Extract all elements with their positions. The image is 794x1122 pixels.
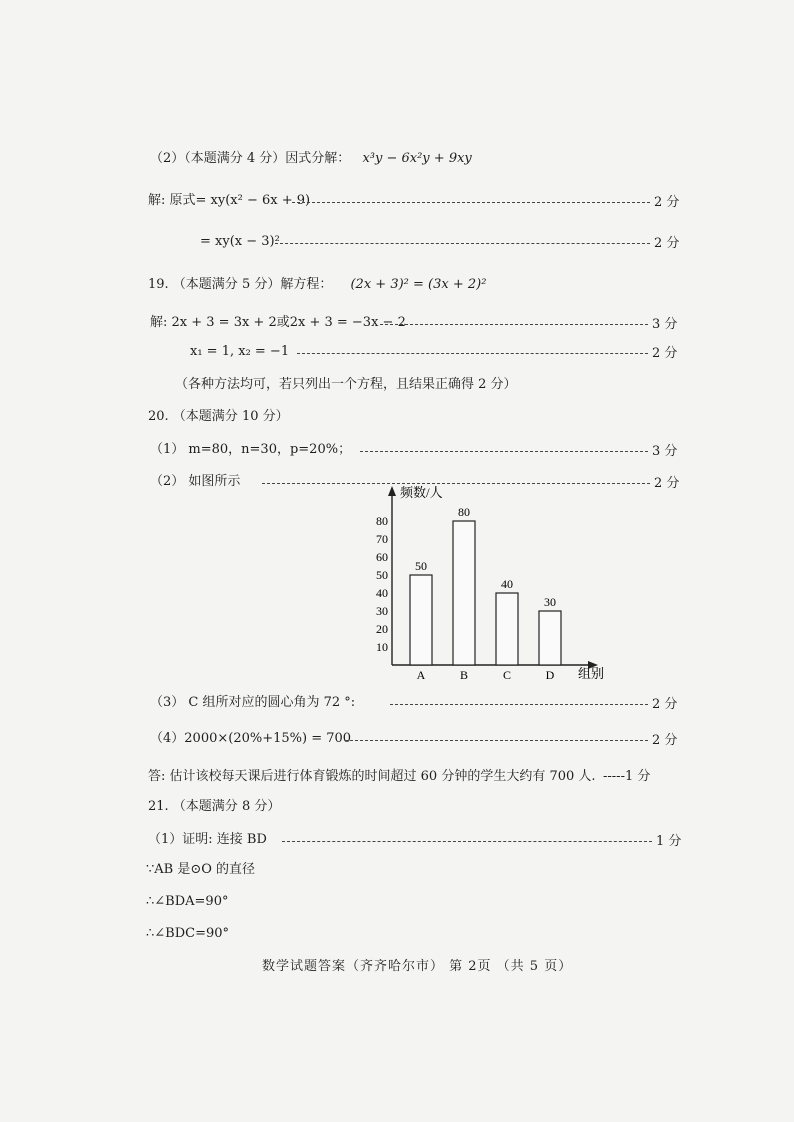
bar-A bbox=[410, 575, 432, 665]
y-axis-label: 频数/人 bbox=[400, 485, 443, 500]
q20-2-answer: （2） 如图所示 bbox=[150, 474, 241, 489]
q19-equation: (2x + 3)² = (3x + 2)² bbox=[350, 277, 487, 292]
bar-value-label: 30 bbox=[544, 595, 556, 609]
bar-value-label: 80 bbox=[458, 505, 470, 519]
dashed-leader bbox=[275, 243, 650, 244]
q19-step1: 解: 2x + 3 = 3x + 2或2x + 3 = −3x − 2 bbox=[150, 315, 406, 330]
q20-conclusion-score: -----1 分 bbox=[603, 769, 651, 784]
q19-heading bbox=[148, 276, 486, 294]
q21-heading: 21. （本题满分 8 分） bbox=[148, 799, 281, 814]
y-tick-label: 20 bbox=[376, 622, 388, 636]
dashed-leader bbox=[297, 353, 648, 354]
q19-note: （各种方法均可，若只列出一个方程，且结果正确得 2 分） bbox=[175, 377, 517, 392]
dashed-leader bbox=[292, 202, 650, 203]
q19-step2: x₁ = 1, x₂ = −1 bbox=[190, 344, 290, 359]
dashed-leader bbox=[390, 704, 648, 705]
x-tick-label: A bbox=[416, 668, 426, 682]
x-tick-label: C bbox=[502, 668, 512, 682]
q18-2-step2-score: 2 分 bbox=[654, 236, 680, 251]
q20-2-score: 2 分 bbox=[654, 476, 680, 491]
y-tick-label: 10 bbox=[376, 640, 388, 654]
bar-C bbox=[496, 593, 518, 665]
q19-heading-text: 19. （本题满分 5 分）解方程： bbox=[148, 277, 333, 292]
bar-B bbox=[453, 521, 475, 665]
q20-4-score: 2 分 bbox=[652, 733, 678, 748]
q20-1-score: 3 分 bbox=[652, 444, 678, 459]
q21-1-step4: ∴∠BDC=90° bbox=[146, 926, 230, 941]
y-tick-label: 80 bbox=[376, 514, 388, 528]
q18-2-step2: = xy(x − 3)² bbox=[200, 234, 280, 249]
q18-2-step1: 解: 原式= xy(x² − 6x + 9) bbox=[148, 193, 311, 208]
x-tick-label: D bbox=[545, 668, 555, 682]
dashed-leader bbox=[345, 740, 648, 741]
y-tick-label: 30 bbox=[376, 604, 388, 618]
q21-1-step1: （1）证明: 连接 BD bbox=[148, 832, 267, 847]
page-footer: 数学试题答案（齐齐哈尔市） 第 2页 （共 5 页） bbox=[262, 959, 573, 974]
q18-2-heading bbox=[150, 150, 472, 168]
bar-D bbox=[539, 611, 561, 665]
y-tick-label: 70 bbox=[376, 532, 388, 546]
y-tick-label: 40 bbox=[376, 586, 388, 600]
dashed-leader bbox=[360, 451, 648, 452]
q19-step1-score: 3 分 bbox=[652, 317, 678, 332]
y-axis-arrow-icon bbox=[388, 486, 396, 496]
q21-1-step3: ∴∠BDA=90° bbox=[146, 894, 229, 909]
y-tick-label: 60 bbox=[376, 550, 388, 564]
frequency-bar-chart bbox=[360, 480, 620, 690]
q20-3-score: 2 分 bbox=[652, 697, 678, 712]
x-tick-label: B bbox=[459, 668, 469, 682]
q21-1-step1-score: 1 分 bbox=[656, 834, 682, 849]
q20-heading: 20. （本题满分 10 分） bbox=[148, 409, 289, 424]
q20-3-answer: （3） C 组所对应的圆心角为 72 °: bbox=[150, 695, 356, 710]
bar-value-label: 40 bbox=[501, 577, 513, 591]
dashed-leader bbox=[380, 324, 648, 325]
q20-conclusion: 答: 估计该校每天课后进行体育锻炼的时间超过 60 分钟的学生大约有 700 人. bbox=[148, 769, 596, 784]
q19-step2-score: 2 分 bbox=[652, 346, 678, 361]
q21-1-step2: ∵AB 是⊙O 的直径 bbox=[146, 862, 256, 877]
bar-value-label: 50 bbox=[415, 559, 427, 573]
q18-2-expression: x³y − 6x²y + 9xy bbox=[362, 151, 472, 166]
q20-1-answer: （1） m=80，n=30，p=20%； bbox=[150, 442, 352, 457]
q18-2-step1-score: 2 分 bbox=[654, 195, 680, 210]
dashed-leader bbox=[282, 841, 652, 842]
q20-4-answer: （4）2000×(20%+15%) = 700 bbox=[150, 731, 352, 746]
q18-2-heading-text: （2）（本题满分 4 分）因式分解： bbox=[150, 151, 351, 166]
y-tick-label: 50 bbox=[376, 568, 388, 582]
x-axis-label: 组别 bbox=[578, 666, 605, 681]
